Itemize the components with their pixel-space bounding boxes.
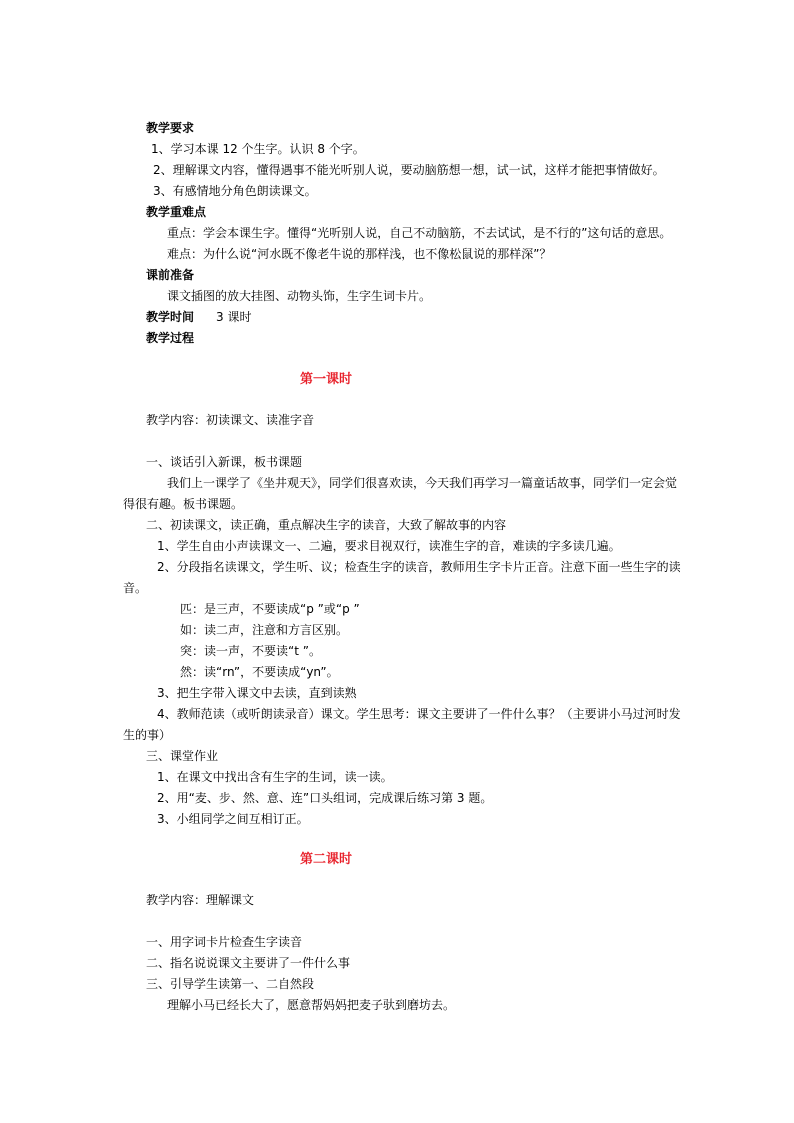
paragraph-line: 我们上一课学了《坐井观天》，同学们很喜欢读，今天我们再学习一篇童话故事，同学们一定会觉	[167, 476, 678, 490]
list-item-continuation: 生的事）	[123, 728, 172, 742]
lesson2-title: 第二课时	[300, 852, 353, 867]
preparation-heading: 课前准备	[146, 268, 195, 282]
preparation-text: 课文插图的放大挂图、动物头饰，生字生词卡片。	[167, 289, 432, 303]
requirements-heading: 教学要求	[146, 121, 195, 135]
difficulties-heading: 教学重难点	[146, 205, 207, 219]
section-title: 三、引导学生读第一、二自然段	[146, 977, 315, 991]
list-item: 2、用“麦、步、然、意、连”口头组词，完成课后练习第 3 题。	[157, 791, 493, 805]
list-item: 3、把生字带入课文中去读，直到读熟	[157, 686, 357, 700]
requirement-item: 1、学习本课 12 个生字。认识 8 个字。	[151, 142, 365, 156]
pronunciation-note: 如：读二声，注意和方言区别。	[180, 623, 349, 637]
lesson2-content: 教学内容：理解课文	[146, 893, 255, 907]
list-item: 4、教师范读（或听朗读录音）课文。学生思考：课文主要讲了一件什么事？（主要讲小马过河时发	[157, 707, 681, 721]
list-item: 3、小组同学之间互相订正。	[157, 812, 309, 826]
section-title: 一、用字词卡片检查生字读音	[146, 935, 303, 949]
pronunciation-note: 突：读一声，不要读“t ”。	[180, 644, 321, 658]
requirement-item: 3、有感情地分角色朗读课文。	[153, 184, 317, 198]
section-title: 二、初读课文，读正确，重点解决生字的读音，大致了解故事的内容	[146, 518, 507, 532]
key-point: 重点：学会本课生字。懂得“光听别人说，自己不动脑筋，不去试试，是不行的”这句话的意思。	[167, 226, 672, 240]
paragraph-line: 得很有趣。板书课题。	[123, 497, 244, 511]
lesson1-content: 教学内容：初读课文、读准字音	[146, 413, 315, 427]
section-title: 二、指名说说课文主要讲了一件什么事	[146, 956, 351, 970]
requirement-item: 2、理解课文内容，懂得遇事不能光听别人说，要动脑筋想一想，试一试，这样才能把事情做好。	[153, 163, 665, 177]
list-item: 2、分段指名读课文，学生听、议；检查生字的读音，教师用生字卡片正音。注意下面一些生字的读	[157, 560, 681, 574]
time-label: 教学时间	[146, 310, 195, 324]
paragraph-line: 理解小马已经长大了，愿意帮妈妈把麦子驮到磨坊去。	[167, 998, 456, 1012]
list-item: 1、学生自由小声读课文一、二遍，要求目视双行，读准生字的音，难读的字多读几遍。	[157, 539, 621, 553]
list-item: 1、在课文中找出含有生字的生词，读一读。	[157, 770, 393, 784]
section-title: 一、谈话引入新课，板书课题	[146, 455, 303, 469]
pronunciation-note: 然：读“rn”，不要读成“yn”。	[180, 665, 339, 679]
process-heading: 教学过程	[146, 331, 195, 345]
pronunciation-note: 匹：是三声，不要读成“p ”或“p ”	[180, 602, 360, 616]
list-item-continuation: 音。	[123, 581, 148, 595]
lesson1-title: 第一课时	[300, 372, 353, 387]
section-title: 三、课堂作业	[146, 749, 219, 763]
time-value: 3 课时	[216, 310, 252, 324]
hard-point: 难点：为什么说“河水既不像老牛说的那样浅，也不像松鼠说的那样深”？	[167, 247, 552, 261]
